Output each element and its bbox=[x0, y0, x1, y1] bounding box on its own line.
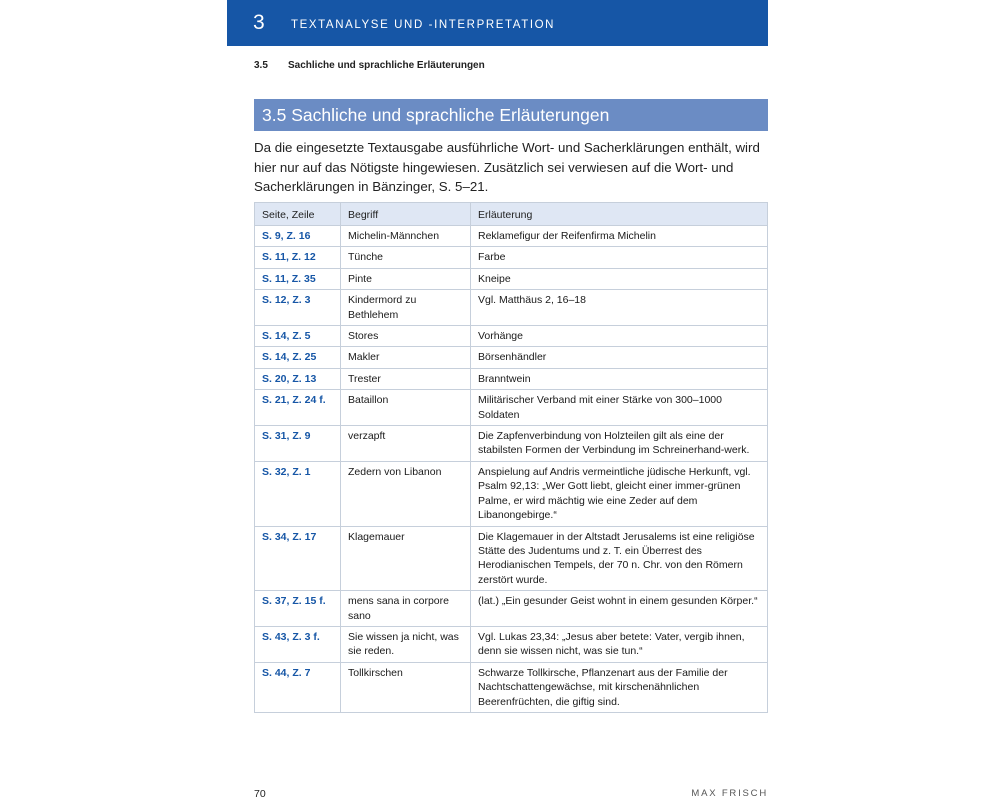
table-row bbox=[255, 662, 768, 712]
column-header-explanation: Erläuterung bbox=[471, 203, 768, 226]
row-reference: S. 34, Z. 17 bbox=[255, 526, 341, 591]
row-reference: S. 44, Z. 7 bbox=[255, 662, 341, 712]
table-row bbox=[255, 461, 768, 526]
section-heading-bar bbox=[254, 99, 768, 131]
glossary-table bbox=[254, 202, 768, 713]
intro-paragraph: Da die eingesetzte Textausgabe ausführliche Wort- und Sacherklärungen enthält, wird hier nur auf das Nötigste hingewiesen. Zusätzlich sei verwiesen auf die Wort- und Sacherklärungen in Bänzinger, S. 5–21. bbox=[254, 140, 760, 195]
book-author: MAX FRISCH bbox=[691, 788, 768, 799]
table-row bbox=[255, 226, 768, 247]
row-explanation: Branntwein bbox=[471, 368, 768, 389]
table-row bbox=[255, 526, 768, 591]
row-term: Tünche bbox=[341, 247, 471, 268]
row-reference: S. 37, Z. 15 f. bbox=[255, 591, 341, 627]
row-term: Pinte bbox=[341, 268, 471, 289]
row-term: Michelin-Männchen bbox=[341, 226, 471, 247]
row-explanation: (lat.) „Ein gesunder Geist wohnt in einem gesunden Körper.“ bbox=[471, 591, 768, 627]
row-explanation: Vorhänge bbox=[471, 326, 768, 347]
table-row bbox=[255, 591, 768, 627]
row-reference: S. 20, Z. 13 bbox=[255, 368, 341, 389]
row-explanation: Schwarze Tollkirsche, Pflanzenart aus der Familie der Nachtschattengewächse, mit kirschenähnlichen Beerenfrüchten, die giftig sind. bbox=[471, 662, 768, 712]
table-row bbox=[255, 426, 768, 462]
section-title: 3.5 Sachliche und sprachliche Erläuterungen bbox=[262, 104, 610, 125]
row-explanation: Anspielung auf Andris vermeintliche jüdische Herkunft, vgl. Psalm 92,13: „Wer Gott liebt, gleicht einer immer-grünen Palme, er wird mächtig wie eine Zeder auf dem Libanongebirge.“ bbox=[471, 461, 768, 526]
table-row bbox=[255, 247, 768, 268]
row-reference: S. 31, Z. 9 bbox=[255, 426, 341, 462]
running-head-number: 3.5 bbox=[254, 60, 268, 71]
row-reference: S. 11, Z. 12 bbox=[255, 247, 341, 268]
table-row bbox=[255, 268, 768, 289]
row-term: Kindermord zu Bethlehem bbox=[341, 290, 471, 326]
row-explanation: Kneipe bbox=[471, 268, 768, 289]
table-row bbox=[255, 347, 768, 368]
row-reference: S. 32, Z. 1 bbox=[255, 461, 341, 526]
row-explanation: Börsenhändler bbox=[471, 347, 768, 368]
row-term: mens sana in corpore sano bbox=[341, 591, 471, 627]
chapter-header-bar bbox=[227, 0, 768, 46]
row-explanation: Die Zapfenverbindung von Holzteilen gilt als eine der stabilsten Formen der Verbindung im Schreinerhand-werk. bbox=[471, 426, 768, 462]
row-reference: S. 43, Z. 3 f. bbox=[255, 626, 341, 662]
column-header-reference: Seite, Zeile bbox=[255, 203, 341, 226]
table-row bbox=[255, 368, 768, 389]
table-row bbox=[255, 326, 768, 347]
row-reference: S. 9, Z. 16 bbox=[255, 226, 341, 247]
row-explanation: Reklamefigur der Reifenfirma Michelin bbox=[471, 226, 768, 247]
row-explanation: Militärischer Verband mit einer Stärke von 300–1000 Soldaten bbox=[471, 390, 768, 426]
row-reference: S. 14, Z. 25 bbox=[255, 347, 341, 368]
row-term: Trester bbox=[341, 368, 471, 389]
row-explanation: Vgl. Lukas 23,34: „Jesus aber betete: Vater, vergib ihnen, denn sie wissen nicht, was sie tun.“ bbox=[471, 626, 768, 662]
chapter-title: TEXTANALYSE UND -INTERPRETATION bbox=[291, 19, 556, 31]
row-explanation: Farbe bbox=[471, 247, 768, 268]
column-header-term: Begriff bbox=[341, 203, 471, 226]
table-header-row bbox=[255, 203, 768, 226]
row-explanation: Die Klagemauer in der Altstadt Jerusalems ist eine religiöse Stätte des Judentums und z. T. ein Überrest des Herodianischen Tempels, der 70 n. Chr. von den Römern zerstört wurde. bbox=[471, 526, 768, 591]
row-term: verzapft bbox=[341, 426, 471, 462]
running-head bbox=[254, 60, 485, 71]
page-number: 70 bbox=[254, 788, 266, 800]
chapter-number: 3 bbox=[253, 11, 265, 34]
row-reference: S. 14, Z. 5 bbox=[255, 326, 341, 347]
row-term: Klagemauer bbox=[341, 526, 471, 591]
table-row bbox=[255, 390, 768, 426]
row-term: Zedern von Libanon bbox=[341, 461, 471, 526]
row-reference: S. 12, Z. 3 bbox=[255, 290, 341, 326]
row-reference: S. 11, Z. 35 bbox=[255, 268, 341, 289]
row-explanation: Vgl. Matthäus 2, 16–18 bbox=[471, 290, 768, 326]
row-term: Stores bbox=[341, 326, 471, 347]
row-reference: S. 21, Z. 24 f. bbox=[255, 390, 341, 426]
table-row bbox=[255, 290, 768, 326]
row-term: Bataillon bbox=[341, 390, 471, 426]
row-term: Sie wissen ja nicht, was sie reden. bbox=[341, 626, 471, 662]
running-head-title: Sachliche und sprachliche Erläuterungen bbox=[288, 60, 485, 71]
table-row bbox=[255, 626, 768, 662]
row-term: Tollkirschen bbox=[341, 662, 471, 712]
row-term: Makler bbox=[341, 347, 471, 368]
